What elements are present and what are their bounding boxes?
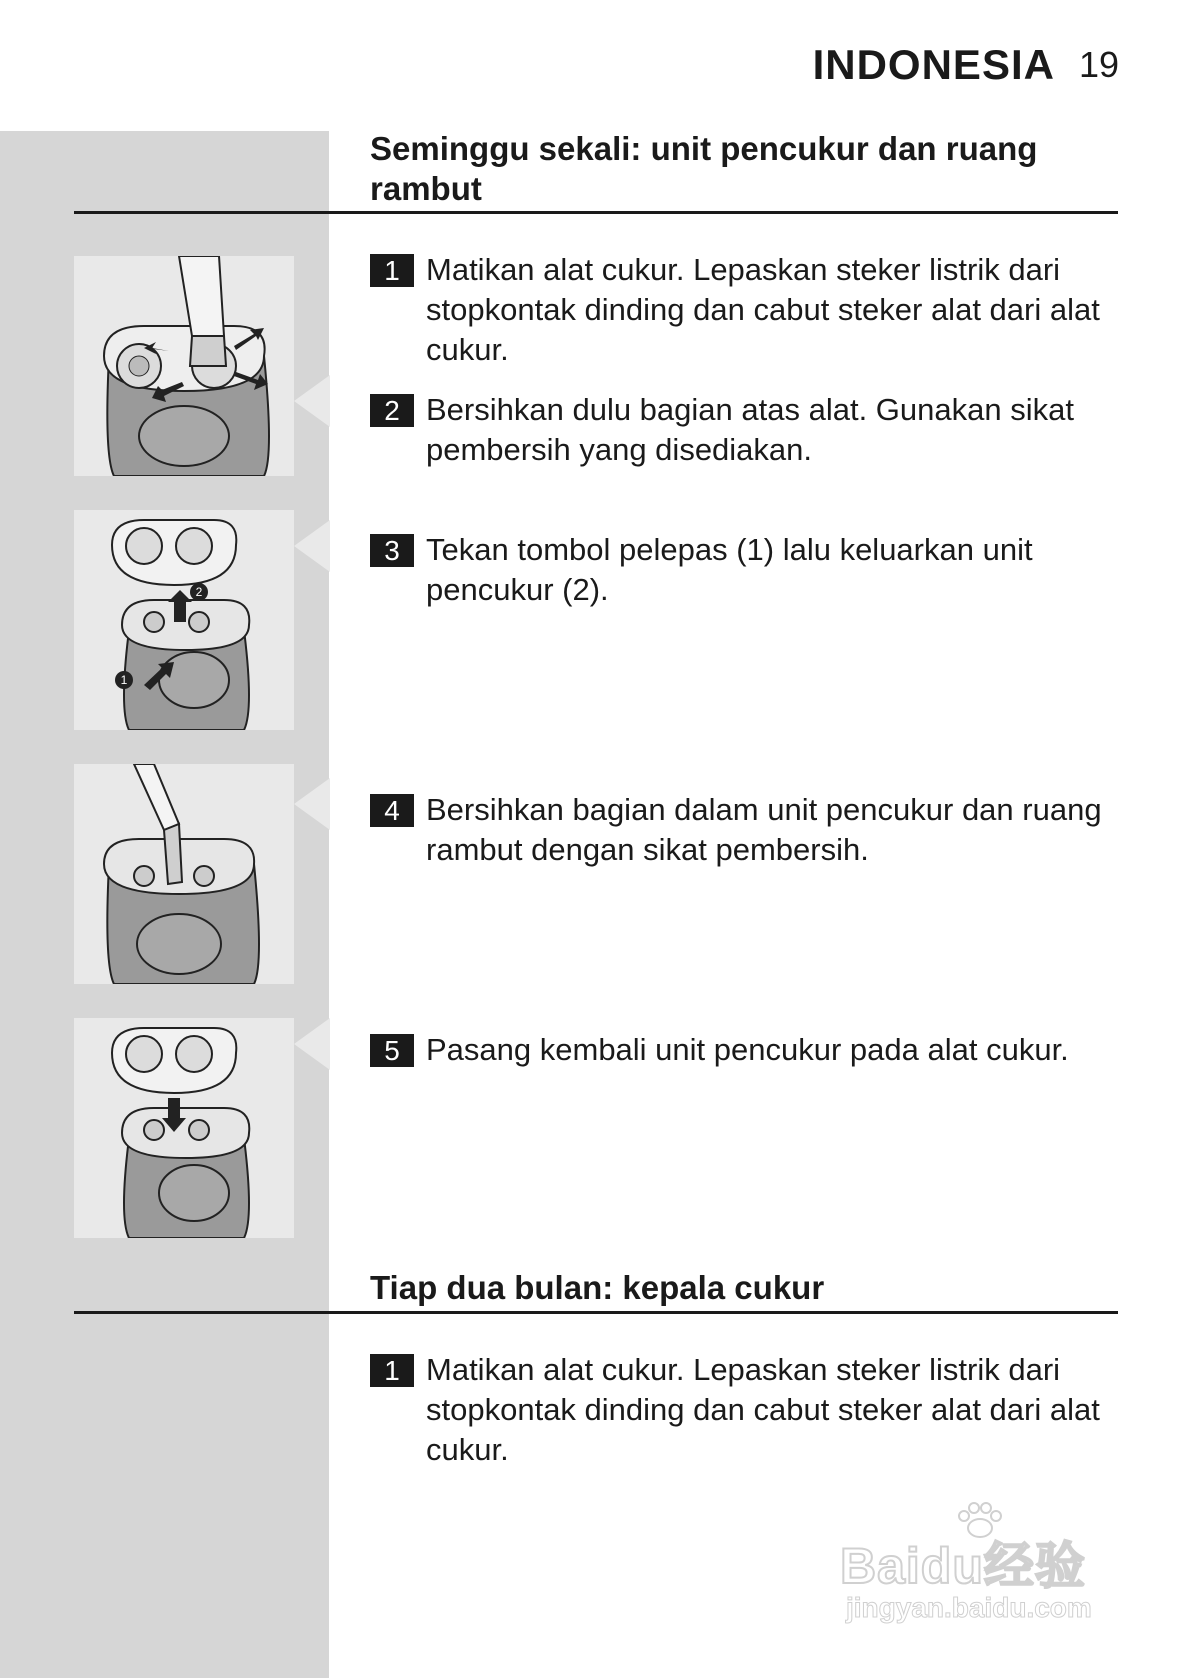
figure-pointer (294, 520, 330, 572)
step-text: Matikan alat cukur. Lepaskan steker listrik dari stopkontak dinding dan cabut steker alat dari alat cukur. (426, 1352, 1100, 1467)
illustration-clean-chamber (74, 764, 294, 984)
section-divider (74, 1311, 1118, 1314)
step-number: 4 (370, 794, 414, 827)
step-5 (370, 1030, 1110, 1070)
language-heading: INDONESIA (812, 41, 1055, 88)
illustration-brush-top (74, 256, 294, 476)
step-1-shaving-heads (370, 1350, 1110, 1470)
step-text: Pasang kembali unit pencukur pada alat cukur. (426, 1032, 1069, 1067)
figure-pointer (294, 375, 330, 427)
page-header (813, 40, 1119, 90)
step-number: 1 (370, 1354, 414, 1387)
step-3 (370, 530, 1110, 610)
watermark-main-text: Baidu经验 (840, 1538, 1086, 1594)
step-1 (370, 250, 1110, 370)
illustration-replace-unit (74, 1018, 294, 1238)
figure-pointer (294, 778, 330, 830)
step-4 (370, 790, 1110, 870)
page-number: 19 (1078, 44, 1119, 85)
callout-1: 1 (120, 673, 128, 687)
section-title-bimonthly: Tiap dua bulan: kepala cukur (370, 1269, 825, 1306)
illustration-remove-unit (74, 510, 294, 730)
callout-2: 2 (195, 585, 203, 599)
step-number: 2 (370, 394, 414, 427)
step-2 (370, 390, 1110, 470)
watermark-url: jingyan.baidu.com (846, 1592, 1092, 1623)
step-text: Matikan alat cukur. Lepaskan steker listrik dari stopkontak dinding dan cabut steker alat dari alat cukur. (426, 252, 1100, 367)
section-title-weekly: Seminggu sekali: unit pencukur dan ruang rambut (370, 130, 1038, 207)
section-divider (74, 211, 1118, 214)
step-number: 3 (370, 534, 414, 567)
step-number: 1 (370, 254, 414, 287)
step-text: Bersihkan bagian dalam unit pencukur dan ruang rambut dengan sikat pembersih. (426, 792, 1102, 867)
step-text: Bersihkan dulu bagian atas alat. Gunakan sikat pembersih yang disediakan. (426, 392, 1074, 467)
figure-pointer (294, 1018, 330, 1070)
step-text: Tekan tombol pelepas (1) lalu keluarkan unit pencukur (2). (426, 532, 1033, 607)
baidu-watermark (840, 1500, 1130, 1630)
step-number: 5 (370, 1034, 414, 1067)
